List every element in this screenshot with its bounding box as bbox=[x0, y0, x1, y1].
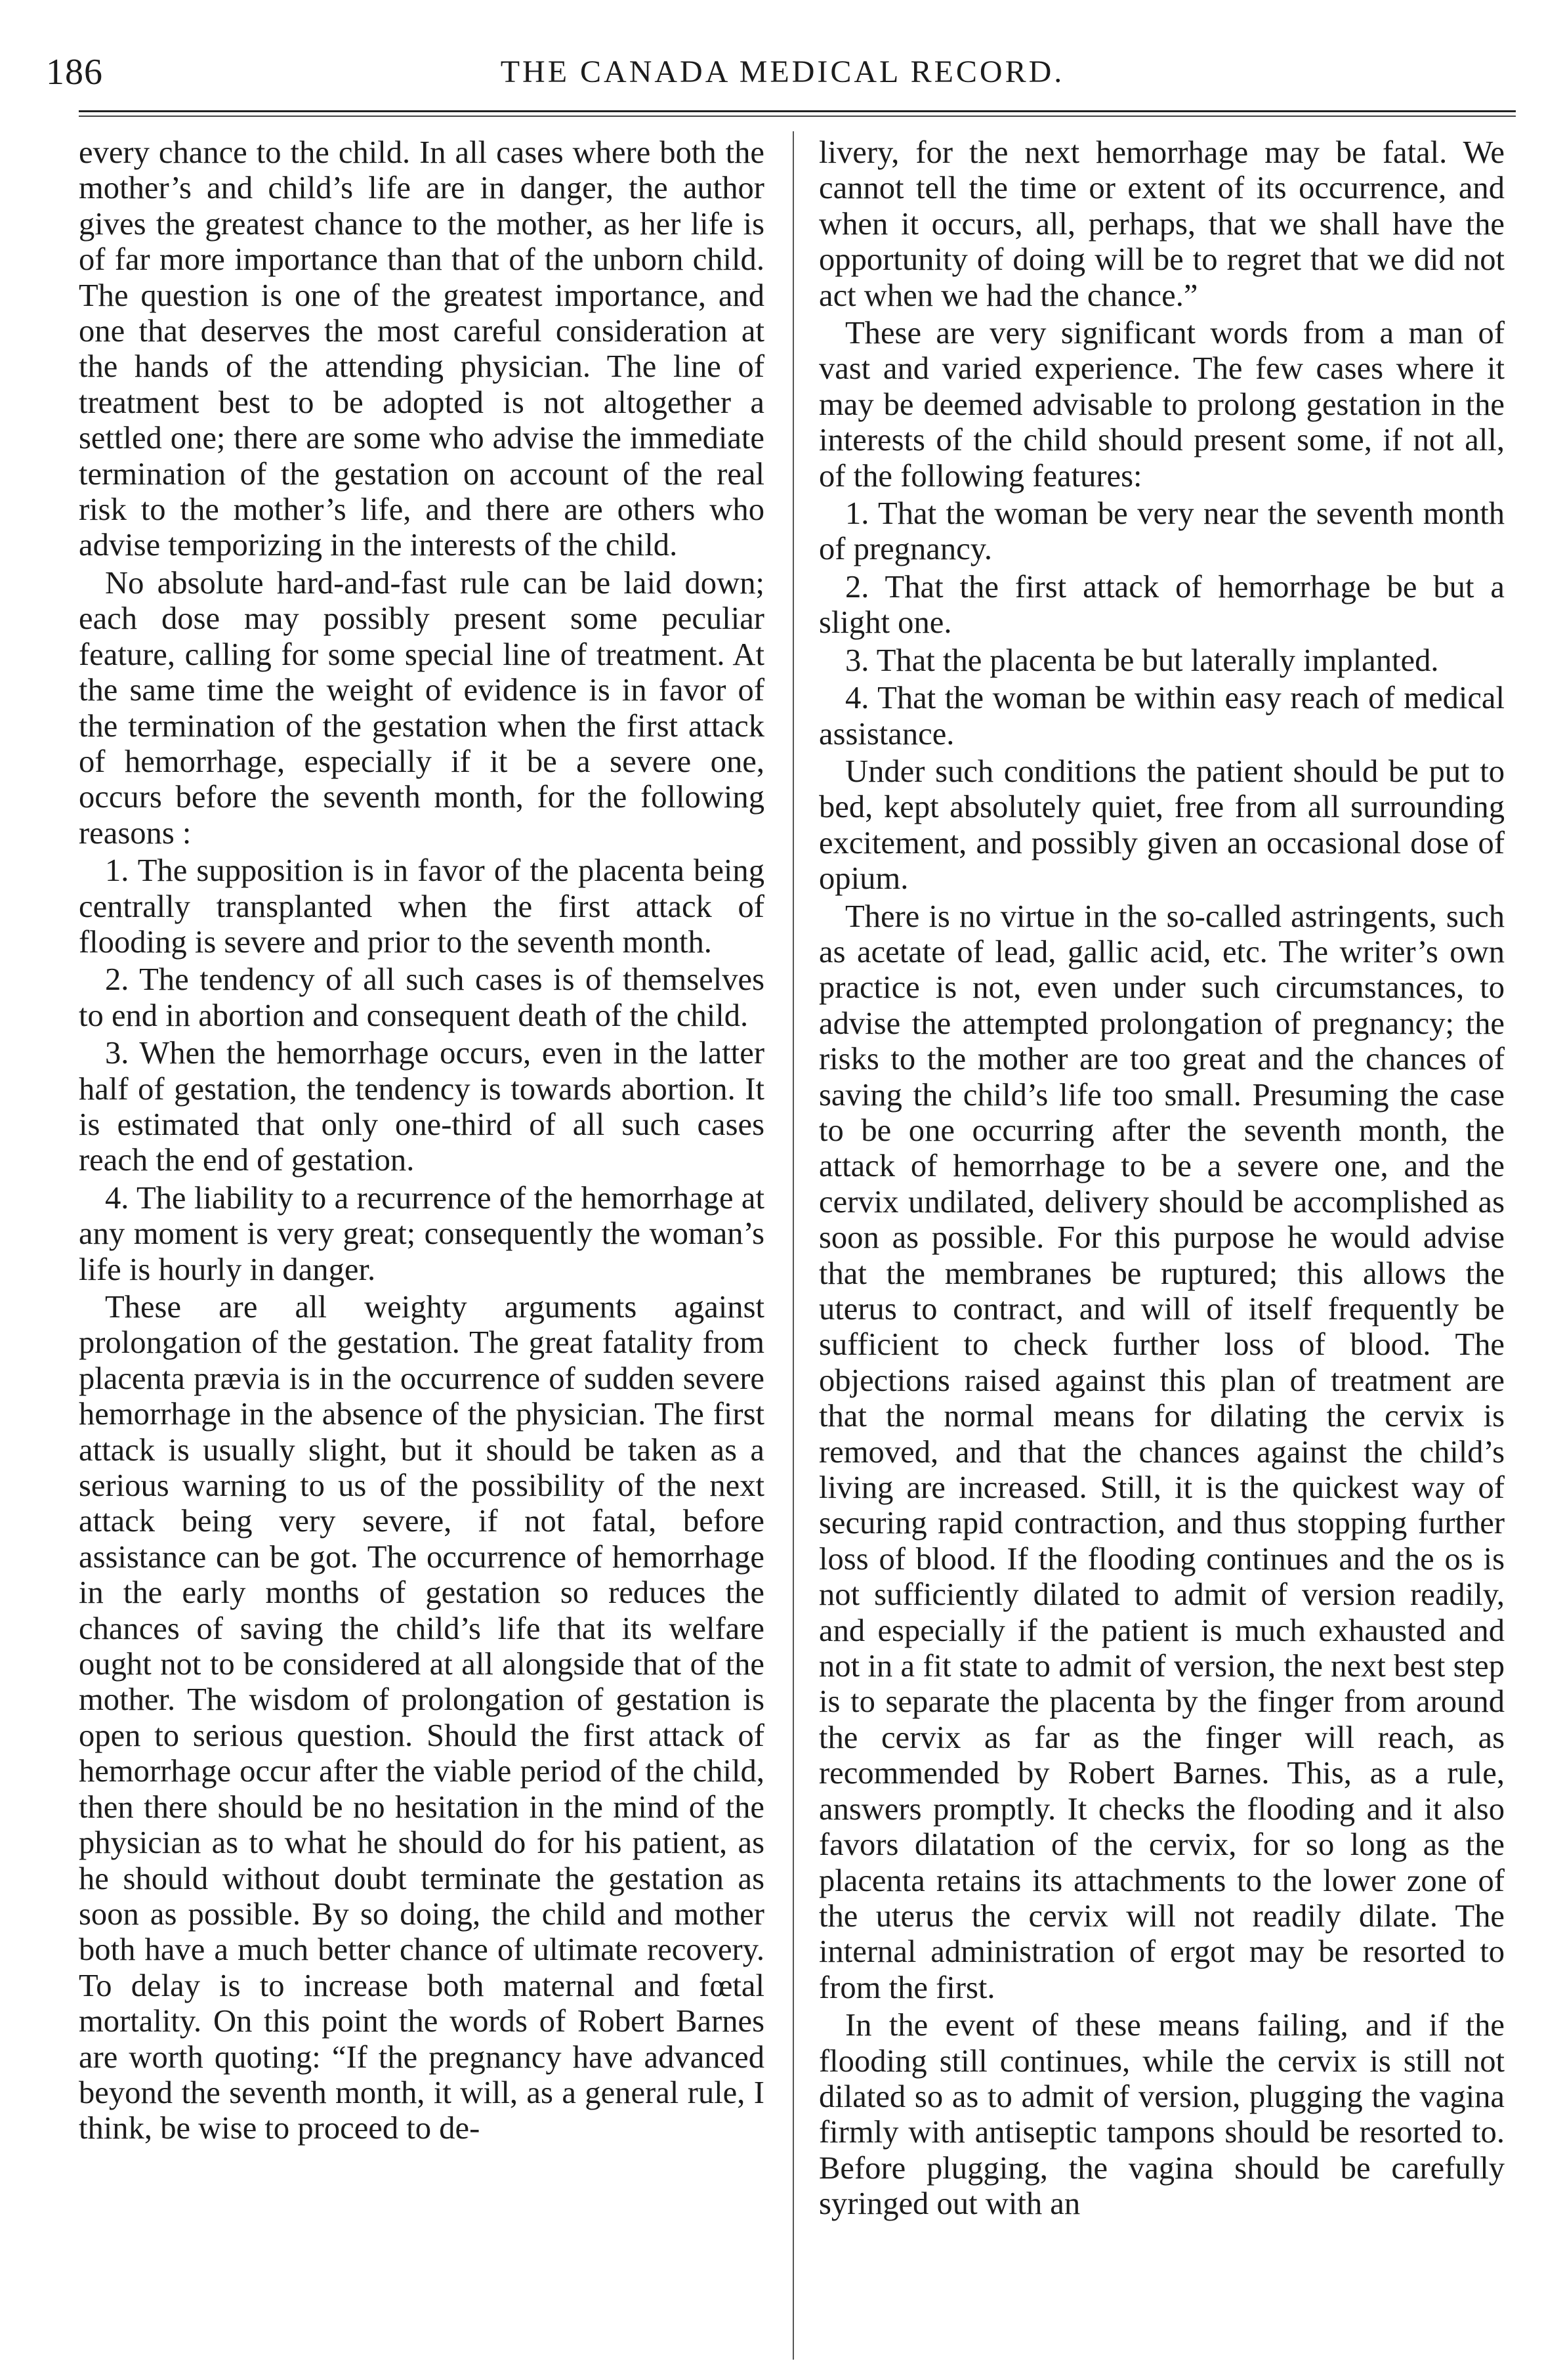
numbered-feature: 1. That the woman be very near the seventh month of pregnancy. bbox=[819, 496, 1505, 567]
paragraph: These are all weighty arguments against prolongation of the gestation. The great fatality from placenta prævia is in the occurrence of sudden severe hemorrhage in the absence of the physician. The first attack is usually slight, but it should be taken as a serious warning to us of the possibility of the next attack being very severe, if not fatal, before assistance can be got. The occurrence of hemorrhage in the early months of gestation so reduces the chances of saving the child’s life that its welfare ought not to be considered at all alongside that of the mother. The wisdom of prolongation of gestation is open to serious question. Should the first attack of hemorrhage occur after the viable period of the child, then there should be no hesitation in the mind of the physician as to what he should do for his patient, as he should without doubt terminate the gestation as soon as possible. By so doing, the child and mother both have a much better chance of ultimate recovery. To delay is to increase both maternal and fœtal mortality. On this point the words of Robert Barnes are worth quoting: “If the pregnancy have advanced beyond the seventh month, it will, as a general rule, I think, be wise to proceed to de- bbox=[79, 1289, 764, 2146]
right-column bbox=[819, 135, 1505, 2224]
paragraph: In the event of these means failing, and if the flooding still continues, while the cervix is still not dilated so as to admit of version, plugging the vagina firmly with antiseptic tampons should be resorted to. Before plugging, the vagina should be carefully syringed out with an bbox=[819, 2007, 1505, 2222]
page-number: 186 bbox=[46, 52, 103, 93]
numbered-reason: 2. The tendency of all such cases is of themselves to end in abortion and consequent death of the child. bbox=[79, 962, 764, 1033]
numbered-feature: 3. That the placenta be but laterally implanted. bbox=[845, 642, 1439, 678]
paragraph: These are very significant words from a man of vast and varied experience. The few cases where it may be deemed advisable to prolong gestation in the interests of the child should present some, if not all, of the following features: bbox=[819, 315, 1505, 494]
paragraph: every chance to the child. In all cases where both the mother’s and child’s life are in danger, the author gives the greatest chance to the mother, as her life is of far more importance than that of the unborn child. The question is one of the greatest importance, and one that deserves the most careful consideration at the hands of the attending physician. The line of treatment best to be adopted is not altogether a settled one; there are some who advise the immediate termination of the gestation on account of the real risk to the mother’s life, and there are others who advise temporizing in the interests of the child. bbox=[79, 135, 764, 563]
header-rule bbox=[79, 110, 1516, 112]
numbered-reason: 1. The supposition is in favor of the placenta being centrally transplanted when the first attack of flooding is severe and prior to the seventh month. bbox=[79, 853, 764, 960]
paragraph: There is no virtue in the so-called astringents, such as acetate of lead, gallic acid, etc. The writer’s own practice is not, even under such circumstances, to advise the attempted prolongation of pregnancy; the risks to the mother are too great and the chances of saving the child’s life too small. Presuming the case to be one occurring after the seventh month, the attack of hemorrhage to be a severe one, and the cervix undilated, delivery should be accomplished as soon as possible. For this purpose he would advise that the membranes be ruptured; this allows the uterus to contract, and will of itself frequently be sufficient to check further loss of blood. The objections raised against this plan of treatment are that the normal means for dilating the cervix is removed, and that the chances against the child’s living are increased. Still, it is the quickest way of securing rapid contraction, and thus stopping further loss of blood. If the flooding continues and the os is not sufficiently dilated to admit of version readily, and especially if the patient is much exhausted and not in a fit state to admit of version, the next best step is to separate the placenta by the finger from around the cervix as far as the finger will reach, as recommended by Robert Barnes. This, as a rule, answers promptly. It checks the flooding and it also favors dilatation of the cervix, for so long as the placenta retains its attachments to the lower zone of the uterus the cervix will not readily dilate. The internal administration of ergot may be resorted to from the first. bbox=[819, 898, 1505, 2005]
paragraph: Under such conditions the patient should be put to bed, kept absolutely quiet, free from all surrounding excitement, and possibly given an occasional dose of opium. bbox=[819, 753, 1505, 897]
numbered-reason: 3. When the hemorrhage occurs, even in the latter half of gestation, the tendency is towards abortion. It is estimated that only one-third of all such cases reach the end of gestation. bbox=[79, 1035, 764, 1178]
paragraph: No absolute hard-and-fast rule can be laid down; each dose may possibly present some peculiar feature, calling for some special line of treatment. At the same time the weight of evidence is in favor of the termination of the gestation when the first attack of hemorrhage, especially if it be a severe one, occurs before the seventh month, for the following reasons : bbox=[79, 564, 764, 851]
numbered-feature: 2. That the first attack of hemorrhage be but a slight one. bbox=[819, 568, 1505, 641]
column-divider bbox=[793, 131, 794, 2360]
numbered-feature: 4. That the woman be within easy reach of medical assistance. bbox=[819, 680, 1505, 752]
paragraph: livery, for the next hemorrhage may be fatal. We cannot tell the time or extent of its occurrence, and when it occurs, all, perhaps, that we shall have the opportunity of doing will be to regret that we did not act when we had the chance.” bbox=[819, 135, 1505, 313]
header-rule-secondary bbox=[79, 116, 1516, 117]
numbered-reason: 4. The liability to a recurrence of the hemorrhage at any moment is very great; consequently the woman’s life is hourly in danger. bbox=[79, 1179, 764, 1287]
journal-title: THE CANADA MEDICAL RECORD. bbox=[500, 54, 1065, 89]
left-column bbox=[79, 135, 764, 2148]
page-header bbox=[46, 46, 1519, 98]
